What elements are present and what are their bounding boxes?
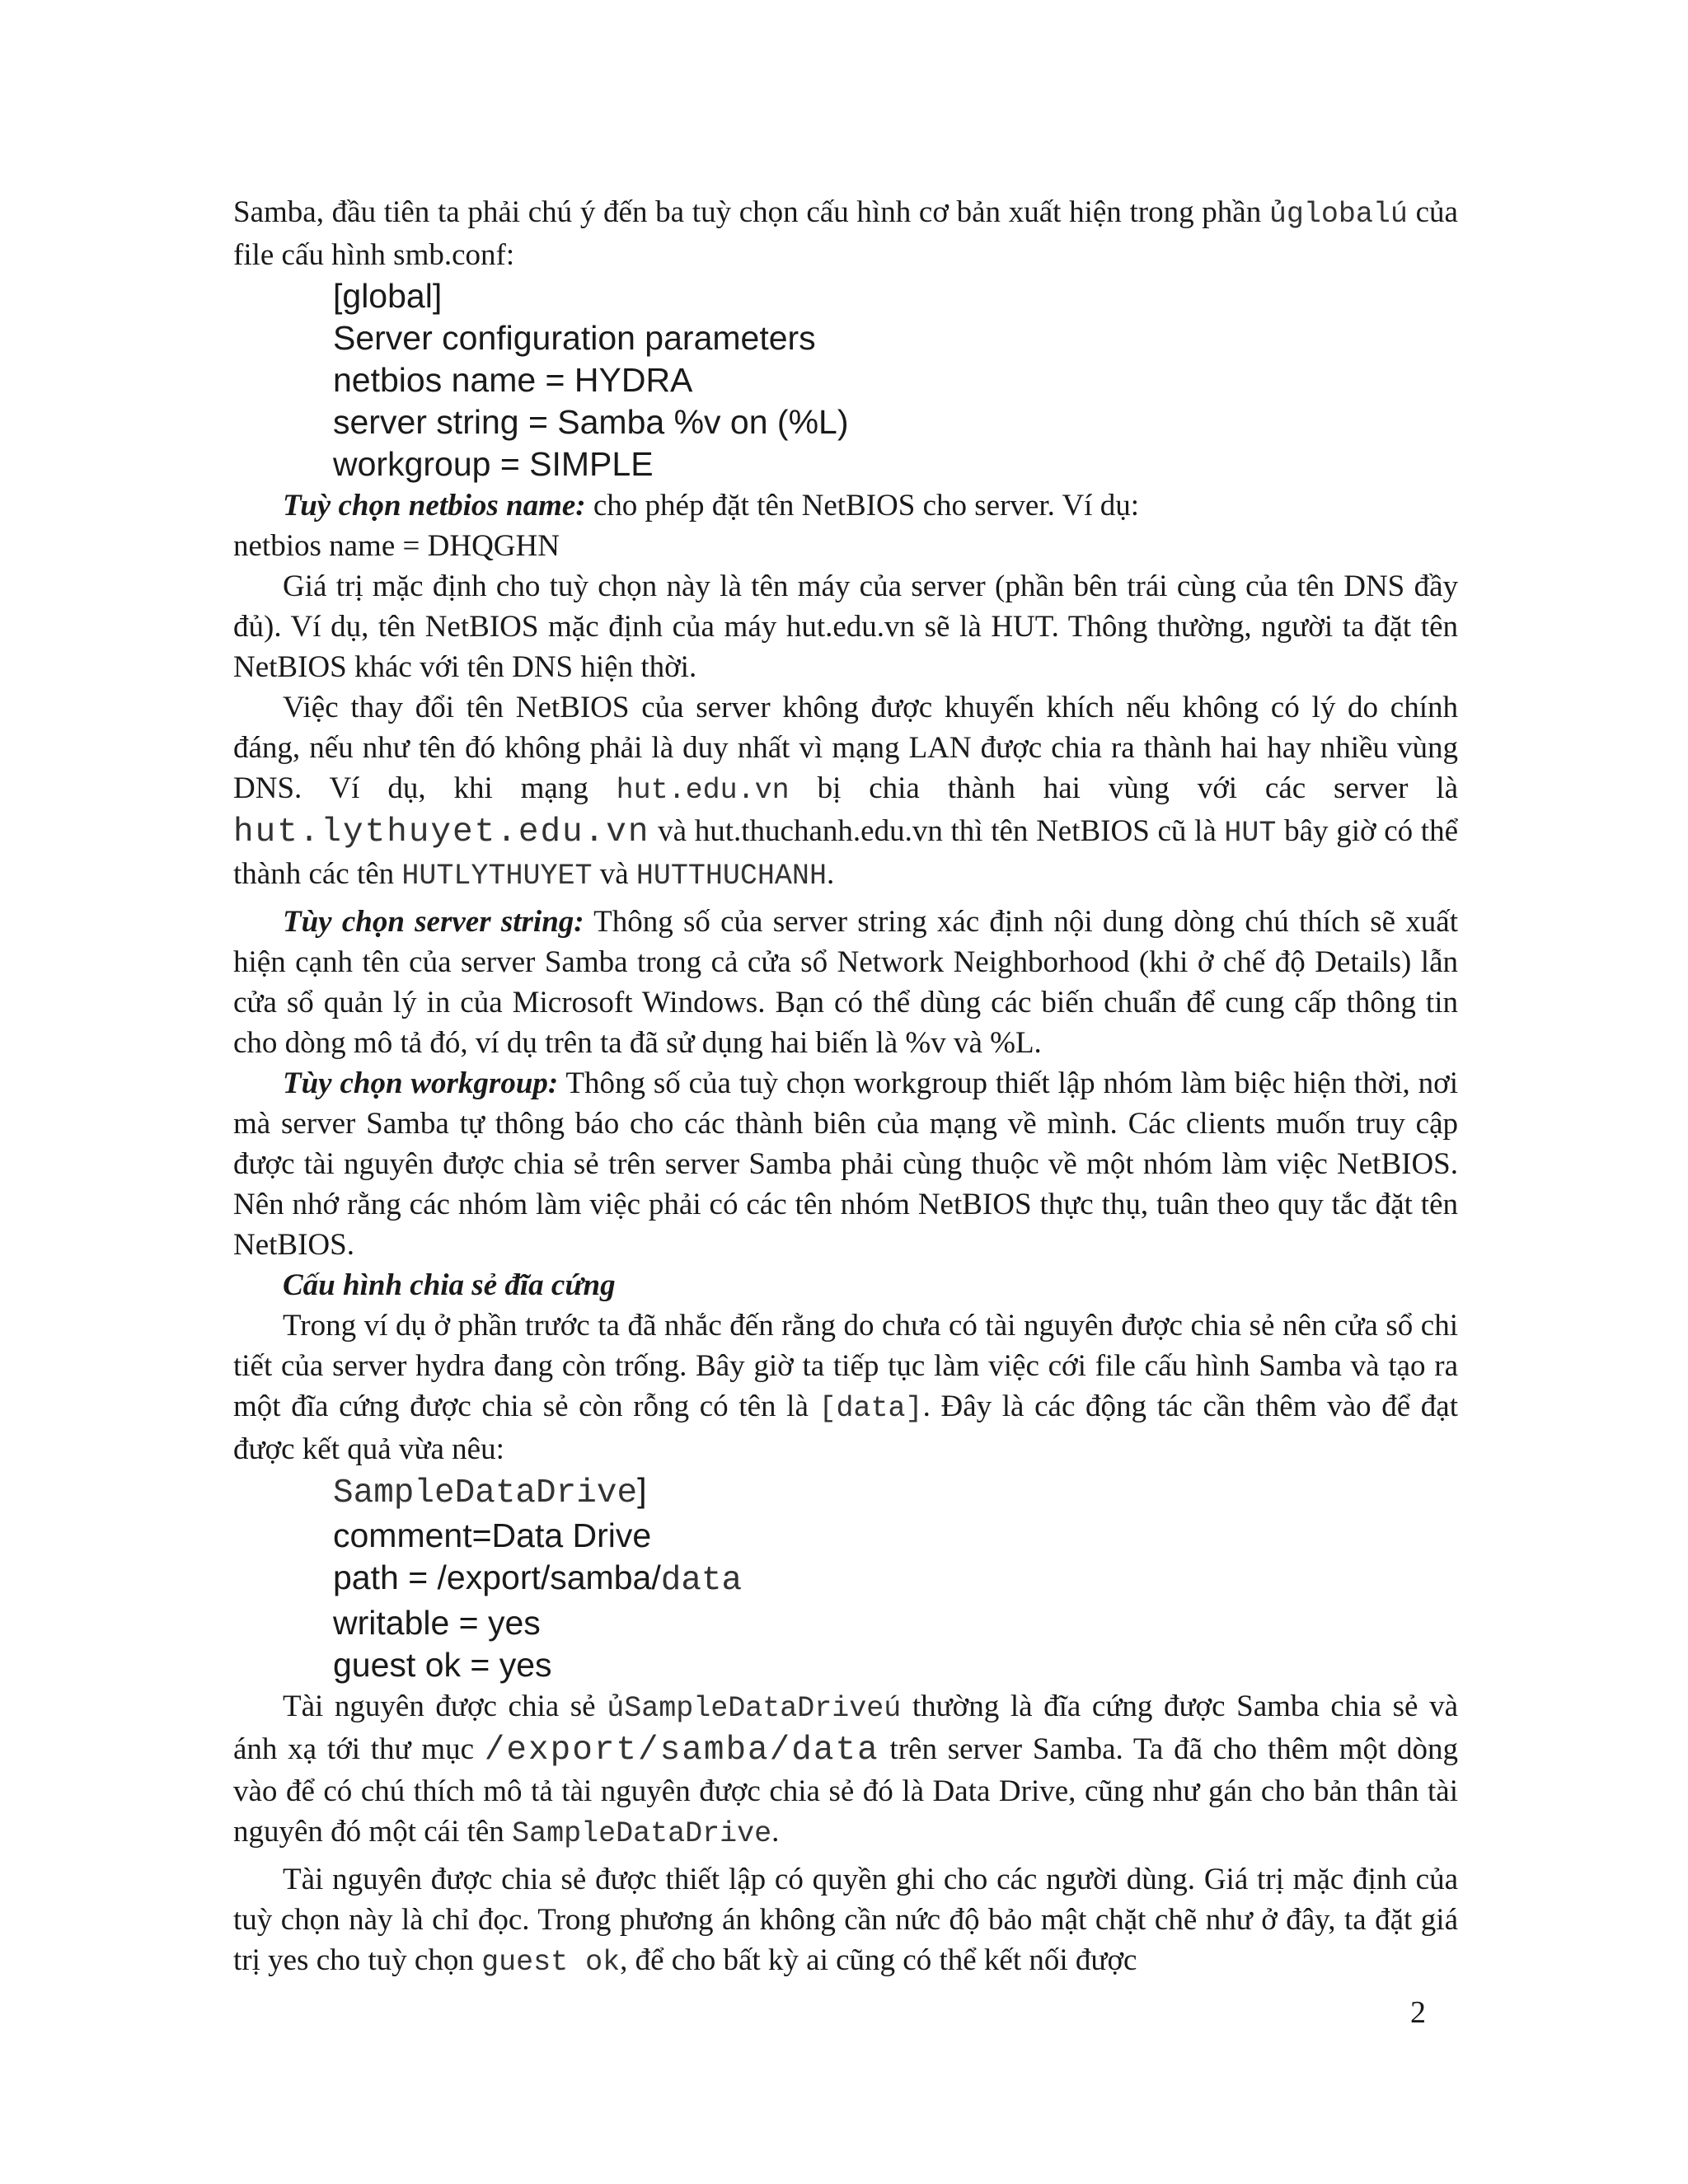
write-permission-paragraph: Tài nguyên được chia sẻ được thiết lập có quyền ghi cho các người dùng. Giá trị mặc định của tuỳ chọn này là chỉ đọc. Trong phương án không cần nức độ bảo mật chặt chẽ như ở đây, ta đặt giá trị yes cho tuỳ chọn guest ok, để cho bất kỳ ai cũng có thể kết nối được	[233, 1863, 1458, 1979]
inline-code: HUT	[1224, 817, 1277, 850]
inline-code: SampleDataDrive	[512, 1817, 772, 1850]
config-line: Server configuration parameters	[333, 319, 816, 357]
server-string-paragraph: Tùy chọn server string: Thông số của server string xác định nội dung dòng chú thích sẽ xuất hiện cạnh tên của server Samba trong cả cửa sổ Network Neighborhood (khi ở chế độ Details) lẫn cửa sổ quản lý in của Microsoft Windows. Bạn có thể dùng các biến chuẩn để cung cấp thông tin cho dòng mô tả đó, ví dụ trên ta đã sử dụng hai biến là %v và %L.	[233, 905, 1458, 1060]
inline-code: HUTLYTHUYET	[401, 860, 593, 893]
config-line: netbios name = HYDRA	[333, 361, 693, 399]
option-heading: Tùy chọn workgroup:	[283, 1066, 559, 1100]
share-description-paragraph: Tài nguyên được chia sẻ ủSampleDataDriveú thường là đĩa cứng được Samba chia sẻ và ánh xạ tới thư mục /export/samba/data trên server Samba. Ta đã cho thêm một dòng vào để có chú thích mô tả tài nguyên được chia sẻ đó là Data Drive, cũng như gán cho bản thân tài nguyên đó một cái tên SampleDataDrive.	[233, 1690, 1458, 1850]
option-heading: Tuỳ chọn netbios name:	[283, 489, 586, 523]
inline-code: ủglobalú	[1268, 198, 1408, 231]
section-heading: Cấu hình chia sẻ đĩa cứng	[283, 1268, 616, 1302]
option-heading: Tùy chọn server string:	[283, 905, 584, 939]
page-body	[233, 192, 1458, 1983]
global-config-block	[233, 275, 1458, 485]
workgroup-paragraph: Tùy chọn workgroup: Thông số của tuỳ chọn workgroup thiết lập nhóm làm biệc hiện thời, nơi mà server Samba tự thông báo cho các thành biên của mạng về mình. Các clients muốn truy cập được tài nguyên được chia sẻ trên server Samba phải cùng thuộc về một nhóm làm việc NetBIOS. Nên nhớ rằng các nhóm làm việc phải có các tên nhóm NetBIOS thực thụ, tuân theo quy tắc đặt tên NetBIOS.	[233, 1066, 1458, 1262]
netbios-example: netbios name = DHQGHN	[233, 529, 560, 563]
inline-code: /export/samba/data	[484, 1732, 879, 1769]
default-name-paragraph: Giá trị mặc định cho tuỳ chọn này là tên máy của server (phần bên trái cùng của tên DNS đầy đủ). Ví dụ, tên NetBIOS mặc định của máy hut.edu.vn sẽ là HUT. Thông thường, người ta đặt tên NetBIOS khác với tên DNS hiện thời.	[233, 569, 1458, 684]
page-number: 2	[1410, 1995, 1426, 2030]
config-line: comment=Data Drive	[333, 1516, 652, 1554]
inline-code: hut.lythuyet.edu.vn	[233, 813, 650, 851]
inline-code: HUTTHUCHANH	[635, 860, 827, 893]
config-line: guest ok = yes	[333, 1646, 552, 1684]
rename-paragraph: Việc thay đổi tên NetBIOS của server không được khuyến khích nếu không có lý do chính đáng, nếu như tên đó không phải là duy nhất vì mạng LAN được chia ra thành hai hay nhiều vùng DNS. Ví dụ, khi mạng hut.edu.vn bị chia thành hai vùng với các server là hut.lythuyet.edu.vn và hut.thuchanh.edu.vn thì tên NetBIOS cũ là HUT bây giờ có thể thành các tên HUTLYTHUYET và HUTTHUCHANH.	[233, 691, 1458, 893]
config-line: SampleDataDrive]	[333, 1471, 647, 1512]
config-line: path = /export/samba/data	[333, 1558, 743, 1600]
netbios-option-paragraph: Tuỳ chọn netbios name: cho phép đặt tên NetBIOS cho server. Ví dụ:	[283, 489, 1139, 523]
config-line: workgroup = SIMPLE	[333, 445, 654, 483]
inline-code: ủSampleDataDriveú	[607, 1692, 902, 1725]
config-line: [global]	[333, 277, 443, 315]
inline-code: hut.edu.vn	[616, 774, 790, 807]
intro-paragraph: Samba, đầu tiên ta phải chú ý đến ba tuỳ chọn cấu hình cơ bản xuất hiện trong phần ủglobalú của file cấu hình smb.conf:	[233, 195, 1458, 272]
inline-code: [data]	[818, 1392, 923, 1425]
config-line: server string = Samba %v on (%L)	[333, 403, 849, 441]
inline-code: guest ok	[481, 1946, 621, 1979]
share-config-block	[233, 1469, 1458, 1686]
config-line: writable = yes	[333, 1604, 541, 1642]
share-example-paragraph: Trong ví dụ ở phần trước ta đã nhắc đến rằng do chưa có tài nguyên được chia sẻ nên cửa sổ chi tiết của server hydra đang còn trống. Bây giờ ta tiếp tục làm việc cới file cấu hình Samba và tạo ra một đĩa cứng được chia sẻ còn rỗng có tên là [data]. Đây là các động tác cần thêm vào để đạt được kết quả vừa nêu:	[233, 1309, 1458, 1466]
